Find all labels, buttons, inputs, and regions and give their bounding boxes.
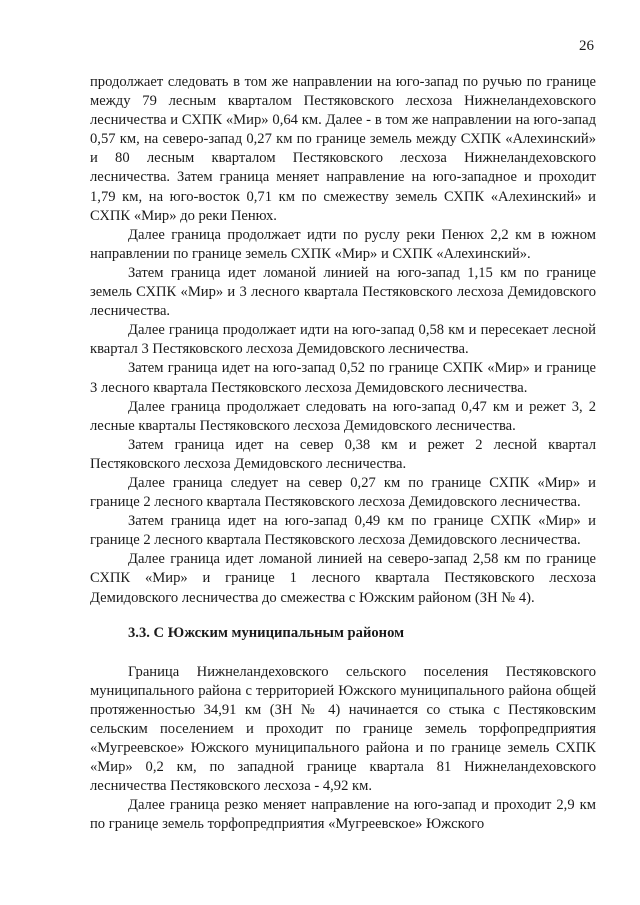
paragraph: Затем граница идет ломаной линией на юго-запад 1,15 км по границе земель СХПК «Мир» и 3 лесного квартала Пестяковского лесхоза Демидовского лесничества. — [90, 264, 596, 320]
paragraph: Затем граница идет на север 0,38 км и режет 2 лесной квартал Пестяковского лесхоза Демидовского лесничества. — [90, 436, 596, 472]
paragraph: Граница Нижнеландеховского сельского поселения Пестяковского муниципального района с территорией Южского муниципального района общей протяженностью 34,91 км (ЗН № 4) начинается со стыка с Пестяковским сельским поселением и проходит по границе земель торфопредприятия «Мугреевское» Южского муниципального района и по границе земель СХПК «Мир» 0,2 км, по западной границе квартала 81 Нижнеландеховского лесничества Пестяковского лесхоза - 4,92 км. — [90, 663, 596, 795]
paragraph: продолжает следовать в том же направлении на юго-запад по ручью по границе между 79 лесным кварталом Пестяковского лесхоза Нижнеландеховского лесничества и СХПК «Мир» 0,64 км. Далее - в том же направлении на юго-запад 0,57 км, на северо-запад 0,27 км по границе земель между СХПК «Алехинский» и 80 лесным кварталом Пестяковского лесхоза Нижнеландеховского лесничества. Затем граница меняет направление на юго-западное и проходит 1,79 км, на юго-восток 0,71 км по смежеству земель СХПК «Алехинский» и СХПК «Мир» до реки Пенюх. — [90, 74, 596, 224]
paragraph: Затем граница идет на юго-запад 0,52 по границе СХПК «Мир» и границе 3 лесного квартала Пестяковского лесхоза Демидовского лесничества. — [90, 360, 596, 396]
page-number: 26 — [579, 38, 594, 54]
section-heading: 3.3. С Южским муниципальным районом — [128, 624, 405, 641]
paragraph: Далее граница резко меняет направление на юго-запад и проходит 2,9 км по границе земель торфопредприятия «Мугреевское» Южского — [90, 797, 596, 833]
spacer — [90, 653, 596, 663]
paragraph: Затем граница идет на юго-запад 0,49 км по границе СХПК «Мир» и границе 2 лесного квартала Пестяковского лесхоза Демидовского лесничества. — [90, 513, 596, 549]
paragraph: Далее граница продолжает идти по руслу реки Пенюх 2,2 км в южном направлении по границе земель СХПК «Мир» и СХПК «Алехинский». — [90, 226, 596, 262]
document-body — [90, 73, 596, 835]
paragraph: Далее граница продолжает следовать на юго-запад 0,47 км и режет 3, 2 лесные кварталы Пестяковского лесхоза Демидовского лесничества. — [90, 398, 596, 434]
paragraph: Далее граница следует на север 0,27 км по границе СХПК «Мир» и границе 2 лесного квартала Пестяковского лесхоза Демидовского лесничества. — [90, 474, 596, 511]
paragraph: Далее граница идет ломаной линией на северо-запад 2,58 км по границе СХПК «Мир» и границе 1 лесного квартала Пестяковского лесхоза Демидовского лесничества до смежества с Южским районом (ЗН № 4). — [90, 551, 596, 606]
paragraph: Далее граница продолжает идти на юго-запад 0,58 км и пересекает лесной квартал 3 Пестяковского лесхоза Демидовского лесничества. — [90, 322, 596, 358]
